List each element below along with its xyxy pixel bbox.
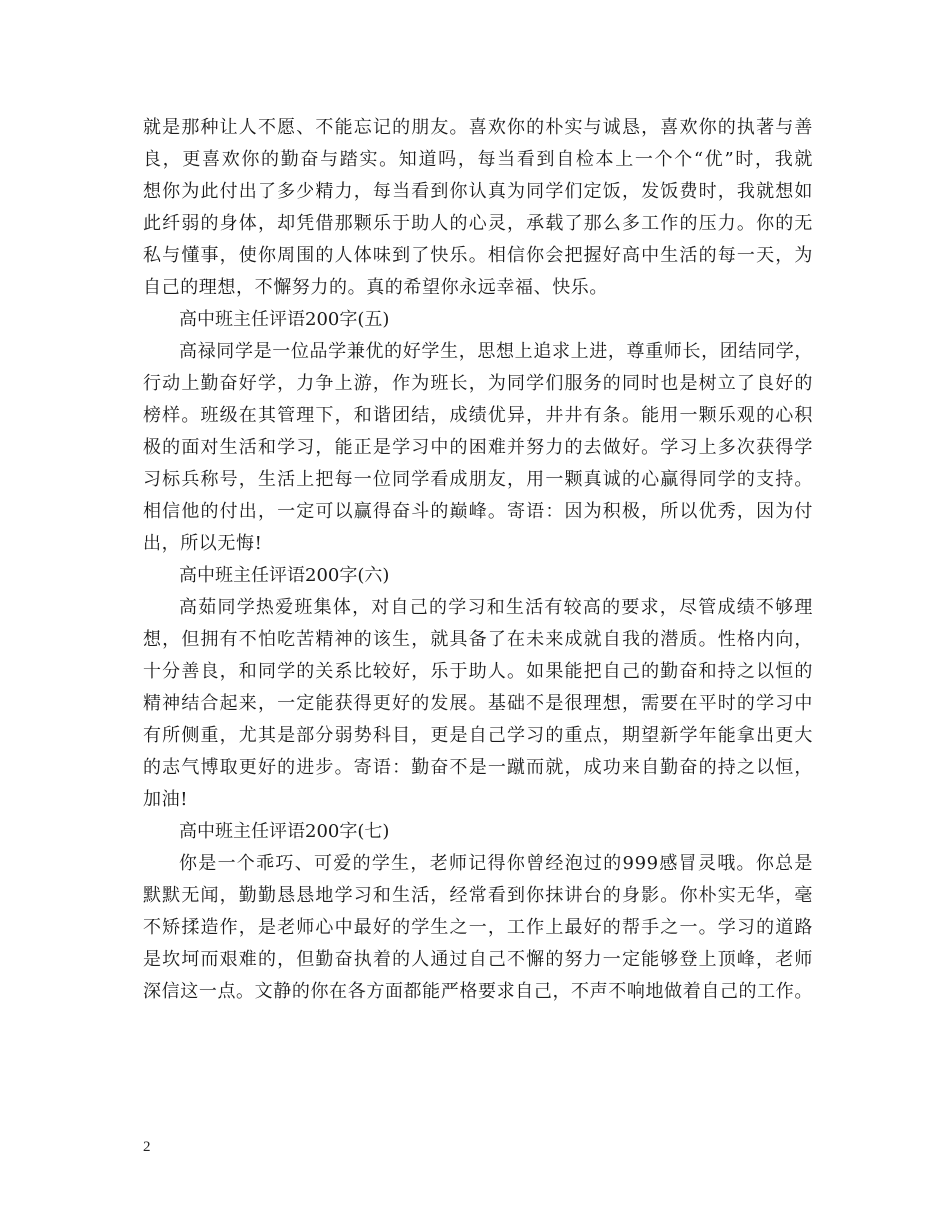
text-line: 良，更喜欢你的勤奋与踏实。知道吗，每当看到自检本上一个个“优”时，我就 bbox=[143, 149, 813, 170]
text-line: 十分善良，和同学的关系比较好，乐于助人。如果能把自己的勤奋和持之以恒的 bbox=[143, 661, 813, 682]
section-heading-5: 高中班主任评语200字(五) bbox=[179, 309, 390, 330]
text-line: 深信这一点。文静的你在各方面都能严格要求自己，不声不响地做着自己的工作。 bbox=[143, 981, 813, 1002]
text-line: 习标兵称号，生活上把每一位同学看成朋友，用一颗真诚的心赢得同学的支持。 bbox=[143, 469, 813, 490]
text-line: 相信他的付出，一定可以赢得奋斗的巅峰。寄语：因为积极，所以优秀，因为付 bbox=[143, 501, 813, 522]
text-line: 高茹同学热爱班集体，对自己的学习和生活有较高的要求，尽管成绩不够理 bbox=[179, 597, 813, 618]
text-line: 榜样。班级在其管理下，和谐团结，成绩优异，井井有条。能用一颗乐观的心积 bbox=[143, 405, 813, 426]
text-line: 有所侧重，尤其是部分弱势科目，更是自己学习的重点，期望新学年能拿出更大 bbox=[143, 725, 813, 746]
text-line: 想，但拥有不怕吃苦精神的该生，就具备了在未来成就自我的潜质。性格内向， bbox=[143, 629, 813, 650]
page-number: 2 bbox=[143, 1139, 151, 1155]
text-line: 自己的理想，不懈努力的。真的希望你永远幸福、快乐。 bbox=[143, 277, 608, 298]
document-body bbox=[143, 112, 813, 1008]
text-line: 加油! bbox=[143, 789, 189, 810]
text-line: 就是那种让人不愿、不能忘记的朋友。喜欢你的朴实与诚恳，喜欢你的执著与善 bbox=[143, 117, 813, 138]
text-line: 不矫揉造作，是老师心中最好的学生之一，工作上最好的帮手之一。学习的道路 bbox=[143, 917, 813, 938]
text-line: 的志气博取更好的进步。寄语：勤奋不是一蹴而就，成功来自勤奋的持之以恒， bbox=[143, 757, 813, 778]
text-line: 出，所以无悔! bbox=[143, 533, 263, 554]
text-line: 默默无闻，勤勤恳恳地学习和生活，经常看到你抹讲台的身影。你朴实无华，毫 bbox=[143, 885, 813, 906]
text-line: 私与懂事，使你周围的人体味到了快乐。相信你会把握好高中生活的每一天，为 bbox=[143, 245, 813, 266]
text-line: 极的面对生活和学习，能正是学习中的困难并努力的去做好。学习上多次获得学 bbox=[143, 437, 813, 458]
text-line: 你是一个乖巧、可爱的学生，老师记得你曾经泡过的999感冒灵哦。你总是 bbox=[179, 853, 813, 874]
text-line: 高禄同学是一位品学兼优的好学生，思想上追求上进，尊重师长，团结同学， bbox=[179, 341, 813, 362]
text-line: 此纤弱的身体，却凭借那颗乐于助人的心灵，承载了那么多工作的压力。你的无 bbox=[143, 213, 813, 234]
text-line: 精神结合起来，一定能获得更好的发展。基础不是很理想，需要在平时的学习中 bbox=[143, 693, 813, 714]
section-heading-6: 高中班主任评语200字(六) bbox=[179, 565, 390, 586]
section-heading-7: 高中班主任评语200字(七) bbox=[179, 821, 390, 842]
text-line: 行动上勤奋好学，力争上游，作为班长，为同学们服务的同时也是树立了良好的 bbox=[143, 373, 813, 394]
text-line: 想你为此付出了多少精力，每当看到你认真为同学们定饭，发饭费时，我就想如 bbox=[143, 181, 813, 202]
text-line: 是坎坷而艰难的，但勤奋执着的人通过自己不懈的努力一定能够登上顶峰，老师 bbox=[143, 949, 813, 970]
